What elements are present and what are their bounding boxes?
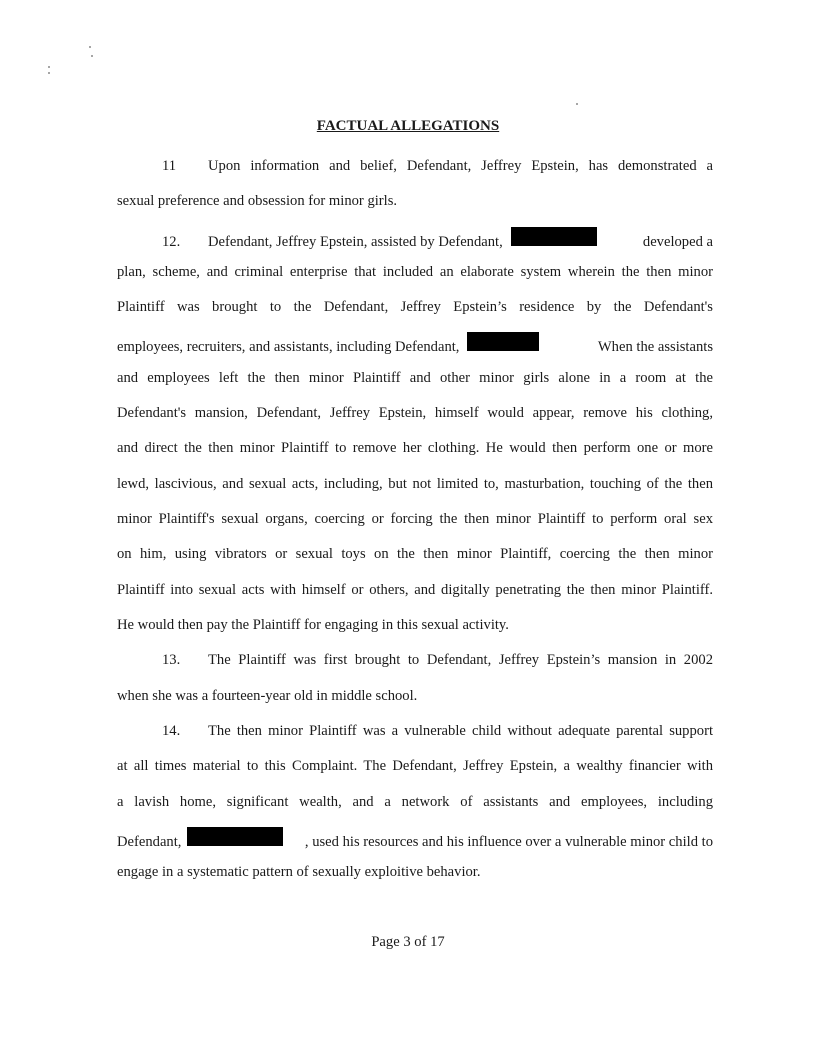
paragraph-13-line-1: 13. The Plaintiff was first brought to Defendant, Jeffrey Epstein’s mansion in 2002 [162, 652, 713, 668]
paragraph-12-line-4: employees, recruiters, and assistants, including Defendant, When the assistants [117, 332, 713, 357]
paragraph-13-line-2: when she was a fourteen-year old in middle school. [117, 688, 418, 704]
paragraph-11-line-1: 11 Upon information and belief, Defendant, Jeffrey Epstein, has demonstrated a [162, 158, 713, 174]
section-heading: FACTUAL ALLEGATIONS [316, 118, 500, 134]
paragraph-11-line-2: sexual preference and obsession for minor girls. [117, 193, 398, 209]
scan-speck [91, 55, 93, 57]
paragraph-12-line-5: and employees left the then minor Plaintiff and other minor girls alone in a room at the [117, 370, 713, 386]
paragraph-number: 11 [162, 158, 177, 174]
paragraph-12-line-3: Plaintiff was brought to the Defendant, Jeffrey Epstein’s residence by the Defendant's [117, 299, 713, 315]
paragraph-12-line-8: lewd, lascivious, and sexual acts, including, but not limited to, masturbation, touching of the then [117, 476, 713, 492]
paragraph-14-line-1: 14. The then minor Plaintiff was a vulnerable child without adequate parental support [162, 723, 713, 739]
paragraph-number: 14. [162, 723, 181, 739]
paragraph-number: 12. [162, 234, 181, 250]
paragraph-14-line-3: a lavish home, significant wealth, and a network of assistants and employees, including [117, 794, 713, 810]
paragraph-12-line-12: He would then pay the Plaintiff for engaging in this sexual activity. [117, 617, 509, 633]
paragraph-12-line-7: and direct the then minor Plaintiff to remove her clothing. He would then perform one or more [117, 440, 713, 456]
paragraph-14-line-5: engage in a systematic pattern of sexually exploitive behavior. [117, 864, 481, 880]
scan-speck [48, 72, 50, 74]
paragraph-14-line-4: Defendant, , used his resources and his influence over a vulnerable minor child to [117, 827, 713, 852]
paragraph-12-line-6: Defendant's mansion, Defendant, Jeffrey Epstein, himself would appear, remove his clothing, [117, 405, 713, 421]
redaction-bar [467, 332, 539, 351]
scan-speck [89, 46, 91, 48]
paragraph-12-line-9: minor Plaintiff's sexual organs, coercing or forcing the then minor Plaintiff to perform oral sex [117, 511, 713, 527]
scan-speck [576, 103, 578, 105]
scan-speck [48, 66, 50, 68]
paragraph-12-line-11: Plaintiff into sexual acts with himself or others, and digitally penetrating the then minor Plaintiff. [117, 582, 713, 598]
redaction-bar [187, 827, 283, 846]
paragraph-number: 13. [162, 652, 181, 668]
paragraph-12-line-1: 12. Defendant, Jeffrey Epstein, assisted by Defendant, developed a [117, 227, 713, 252]
paragraph-12-line-2: plan, scheme, and criminal enterprise that included an elaborate system wherein the then minor [117, 264, 713, 280]
page-number: Page 3 of 17 [371, 934, 445, 950]
paragraph-14-line-2: at all times material to this Complaint. The Defendant, Jeffrey Epstein, a wealthy financier with [117, 758, 713, 774]
paragraph-12-line-10: on him, using vibrators or sexual toys on the then minor Plaintiff, coercing the then minor [117, 546, 713, 562]
redaction-bar [511, 227, 597, 246]
